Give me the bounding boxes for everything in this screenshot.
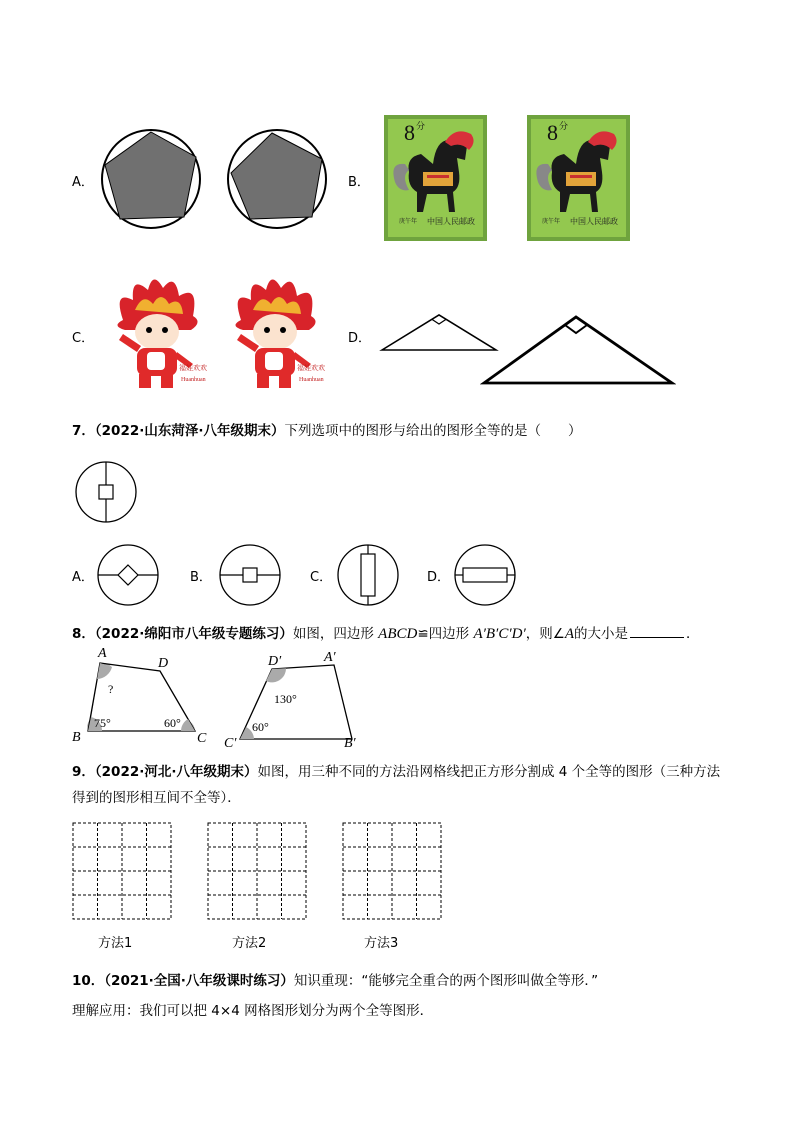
stamp-horse-2: [524, 112, 633, 244]
vertex-a: A: [98, 646, 107, 661]
vertex-b-prime: B′: [344, 736, 356, 747]
q7-option-a-figure: [96, 543, 160, 607]
q7-given-figure: [74, 460, 138, 524]
question-text: ．: [686, 626, 700, 642]
circle-pentagon-2: [228, 130, 326, 228]
question-text: 理解应用：我们可以把 4×4 网格图形划分为两个全等图形．: [72, 1003, 434, 1019]
stamp-denomination: 8: [547, 120, 558, 145]
stamp-denomination: 8: [404, 120, 415, 145]
unknown-angle: ?: [108, 682, 114, 696]
question-text: 得到的图形相互间不全等）．: [72, 790, 241, 806]
mascot-caption: 福娃欢欢: [297, 364, 325, 372]
mascot-huanhuan-2: [221, 270, 336, 392]
angle-b-value: 75°: [94, 716, 111, 730]
vertex-d: D: [158, 656, 169, 671]
mascot-caption-en: Huanhuan: [299, 377, 324, 383]
stamp-horse-1: [381, 112, 490, 244]
stamp-country: 中国人民邮政: [570, 217, 618, 226]
option-a-label: A．: [72, 175, 94, 190]
mascot-caption-en: Huanhuan: [181, 377, 206, 383]
question-10-line1: [72, 969, 598, 989]
question-text: 如图，用三种不同的方法沿网格线把正方形分割成 4 个全等的图形（三种方法: [257, 764, 721, 780]
circle-pentagon-1: [102, 130, 200, 228]
angle-c-prime-value: 60°: [252, 720, 269, 734]
q7-option-d-figure: [452, 543, 518, 607]
q7-option-b-figure: [218, 543, 282, 607]
grid-method-2[interactable]: [207, 822, 309, 922]
angle-c-value: 60°: [164, 716, 181, 730]
question-text: 知识重现：“能够完全重合的两个图形叫做全等形．”: [293, 973, 599, 989]
q8-figure-abcd: [68, 645, 218, 747]
q7-option-c-label: C．: [310, 570, 333, 585]
q7-option-d-label: D．: [427, 570, 451, 585]
q7-option-a-label: A．: [72, 570, 94, 585]
stamp-unit: 分: [559, 121, 569, 131]
question-text: 的大小是: [574, 626, 629, 642]
congruent-symbol: ≌: [417, 626, 429, 642]
stamp-name: 庚午年: [399, 219, 418, 225]
mascot-caption: 福娃欢欢: [179, 364, 207, 372]
vertex-c: C: [197, 731, 207, 746]
method-2-label: 方法2: [232, 936, 267, 951]
question-text: 如图，四边形: [292, 626, 379, 642]
question-source: （2022·山东菏泽·八年级期末）: [94, 423, 285, 439]
vertex-d-prime: D′: [268, 654, 282, 669]
option-c-label: C．: [72, 331, 95, 346]
q7-option-c-figure: [336, 543, 400, 607]
question-number: 8．: [72, 626, 95, 642]
option-b-label: B．: [348, 175, 370, 190]
mascot-huanhuan-1: [103, 270, 213, 392]
question-text: 四边形: [428, 626, 474, 642]
question-text: 下列选项中的图形与给出的图形全等的是（ ）: [284, 423, 582, 439]
question-number: 10．: [72, 973, 105, 989]
method-3-label: 方法3: [364, 936, 399, 951]
question-7: [72, 419, 582, 439]
answer-blank[interactable]: [630, 636, 684, 638]
question-source: （2022·绵阳市八年级专题练习）: [94, 626, 293, 642]
question-number: 7．: [72, 423, 95, 439]
stamp-country: 中国人民邮政: [427, 217, 475, 226]
question-9-line2: [72, 786, 241, 806]
question-number: 9．: [72, 764, 95, 780]
question-10-line2: [72, 999, 433, 1019]
stamp-name: 庚午年: [542, 219, 561, 225]
stamp-unit: 分: [416, 121, 426, 131]
question-8: [72, 622, 700, 643]
quad-a-prime: A′B′C′D′: [473, 626, 526, 642]
question-text: ，则∠: [525, 626, 565, 642]
vertex-b: B: [72, 730, 81, 745]
angle-d-prime-value: 130°: [274, 692, 297, 706]
question-9-line1: [72, 760, 720, 780]
option-a-figure: [100, 127, 332, 231]
question-source: （2021·全国·八年级课时练习）: [104, 973, 294, 989]
method-1-label: 方法1: [98, 936, 133, 951]
vertex-a-prime: A′: [324, 650, 336, 665]
angle-a: A: [564, 626, 575, 642]
large-right-triangle: [480, 313, 676, 387]
q7-option-b-label: B．: [190, 570, 212, 585]
question-source: （2022·河北·八年级期末）: [94, 764, 258, 780]
q8-figure-a-prime: [222, 645, 372, 747]
grid-method-3[interactable]: [342, 822, 444, 922]
quad-abcd: ABCD: [378, 626, 418, 642]
vertex-c-prime: C′: [224, 736, 237, 747]
option-d-label: D．: [348, 331, 372, 346]
grid-method-1[interactable]: [72, 822, 174, 922]
